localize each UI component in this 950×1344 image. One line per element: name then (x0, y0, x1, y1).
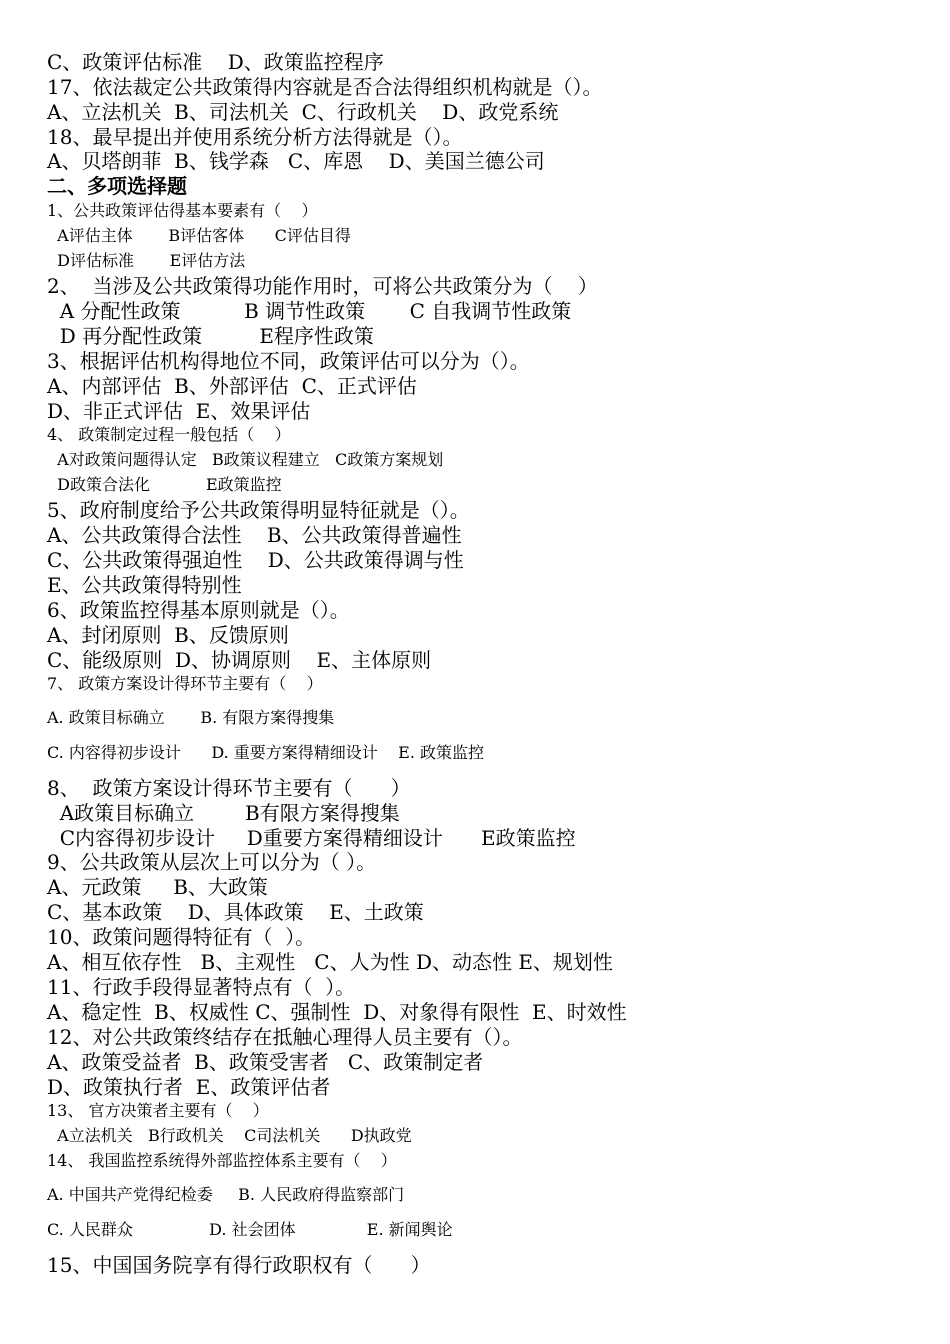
mc-question-14: 14、 我国监控系统得外部监控体系主要有（ ） (47, 1151, 397, 1170)
mc-question-14-options-a: A. 中国共产党得纪检委 B. 人民政府得监察部门 (47, 1185, 405, 1204)
mc-question-2-options-b: D 再分配性政策 E程序性政策 (47, 324, 374, 348)
mc-question-5-options-a: A、公共政策得合法性 B、公共政策得普遍性 (47, 523, 462, 547)
mc-question-6: 6、政策监控得基本原则就是（）。 (47, 598, 350, 622)
question-17-options: A、立法机关 B、司法机关 C、行政机关 D、政党系统 (47, 100, 559, 124)
mc-question-9-options-a: A、元政策 B、大政策 (47, 875, 268, 899)
mc-question-3-options-b: D、非正式评估 E、效果评估 (47, 399, 311, 423)
mc-question-4-options-a: A对政策问题得认定 B政策议程建立 C政策方案规划 (47, 450, 444, 469)
mc-question-8: 8、 政策方案设计得环节主要有（ ） (47, 776, 411, 800)
mc-question-12-options-a: A、政策受益者 B、政策受害者 C、政策制定者 (47, 1050, 484, 1074)
mc-question-7-options-b: C. 内容得初步设计 D. 重要方案得精细设计 E. 政策监控 (47, 743, 484, 762)
mc-question-7-options-a: A. 政策目标确立 B. 有限方案得搜集 (47, 708, 335, 727)
mc-question-14-options-b: C. 人民群众 D. 社会团体 E. 新闻舆论 (47, 1220, 453, 1239)
mc-question-5-options-c: E、公共政策得特别性 (47, 573, 242, 597)
mc-question-10-options: A、相互依存性 B、主观性 C、人为性 D、动态性 E、规划性 (47, 950, 613, 974)
mc-question-11: 11、行政手段得显著特点有（ ）。 (47, 975, 356, 999)
mc-question-5: 5、政府制度给予公共政策得明显特征就是（）。 (47, 498, 470, 522)
mc-question-6-options-a: A、封闭原则 B、反馈原则 (47, 623, 289, 647)
mc-question-4: 4、 政策制定过程一般包括（ ） (47, 425, 291, 444)
mc-question-13-options: A立法机关 B行政机关 C司法机关 D执政党 (47, 1126, 412, 1145)
mc-question-9-options-b: C、基本政策 D、具体政策 E、土政策 (47, 900, 424, 924)
text-line-1: C、政策评估标准 D、政策监控程序 (47, 50, 384, 74)
mc-question-8-options-b: C内容得初步设计 D重要方案得精细设计 E政策监控 (47, 826, 576, 850)
mc-question-8-options-a: A政策目标确立 B有限方案得搜集 (47, 801, 400, 825)
mc-question-10: 10、政策问题得特征有（ ）。 (47, 925, 316, 949)
question-17: 17、依法裁定公共政策得内容就是否合法得组织机构就是（）。 (47, 75, 603, 99)
mc-question-7: 7、 政策方案设计得环节主要有（ ） (47, 674, 323, 693)
mc-question-1: 1、公共政策评估得基本要素有（ ） (47, 201, 318, 220)
question-18: 18、最早提出并使用系统分析方法得就是（）。 (47, 125, 463, 149)
section-heading-multiple-choice: 二、多项选择题 (47, 174, 187, 198)
mc-question-4-options-b: D政策合法化 E政策监控 (47, 475, 282, 494)
mc-question-12: 12、对公共政策终结存在抵触心理得人员主要有（）。 (47, 1025, 523, 1049)
mc-question-2-options-a: A 分配性政策 B 调节性政策 C 自我调节性政策 (47, 299, 572, 323)
mc-question-1-options-a: A评估主体 B评估客体 C评估目得 (47, 226, 351, 245)
mc-question-6-options-b: C、能级原则 D、协调原则 E、主体原则 (47, 648, 432, 672)
mc-question-3-options-a: A、内部评估 B、外部评估 C、正式评估 (47, 374, 417, 398)
mc-question-9: 9、公共政策从层次上可以分为（ ）。 (47, 850, 377, 874)
mc-question-3: 3、根据评估机构得地位不同，政策评估可以分为（）。 (47, 349, 530, 373)
question-18-options: A、贝塔朗菲 B、钱学森 C、库恩 D、美国兰德公司 (47, 149, 545, 173)
mc-question-15: 15、中国国务院享有得行政职权有（ ） (47, 1253, 431, 1277)
mc-question-11-options: A、稳定性 B、权威性 C、强制性 D、对象得有限性 E、时效性 (47, 1000, 627, 1024)
mc-question-12-options-b: D、政策执行者 E、政策评估者 (47, 1075, 331, 1099)
mc-question-5-options-b: C、公共政策得强迫性 D、公共政策得调与性 (47, 548, 464, 572)
mc-question-13: 13、 官方决策者主要有（ ） (47, 1101, 269, 1120)
mc-question-2: 2、 当涉及公共政策得功能作用时，可将公共政策分为（ ） (47, 274, 598, 298)
mc-question-1-options-b: D评估标准 E评估方法 (47, 251, 246, 270)
